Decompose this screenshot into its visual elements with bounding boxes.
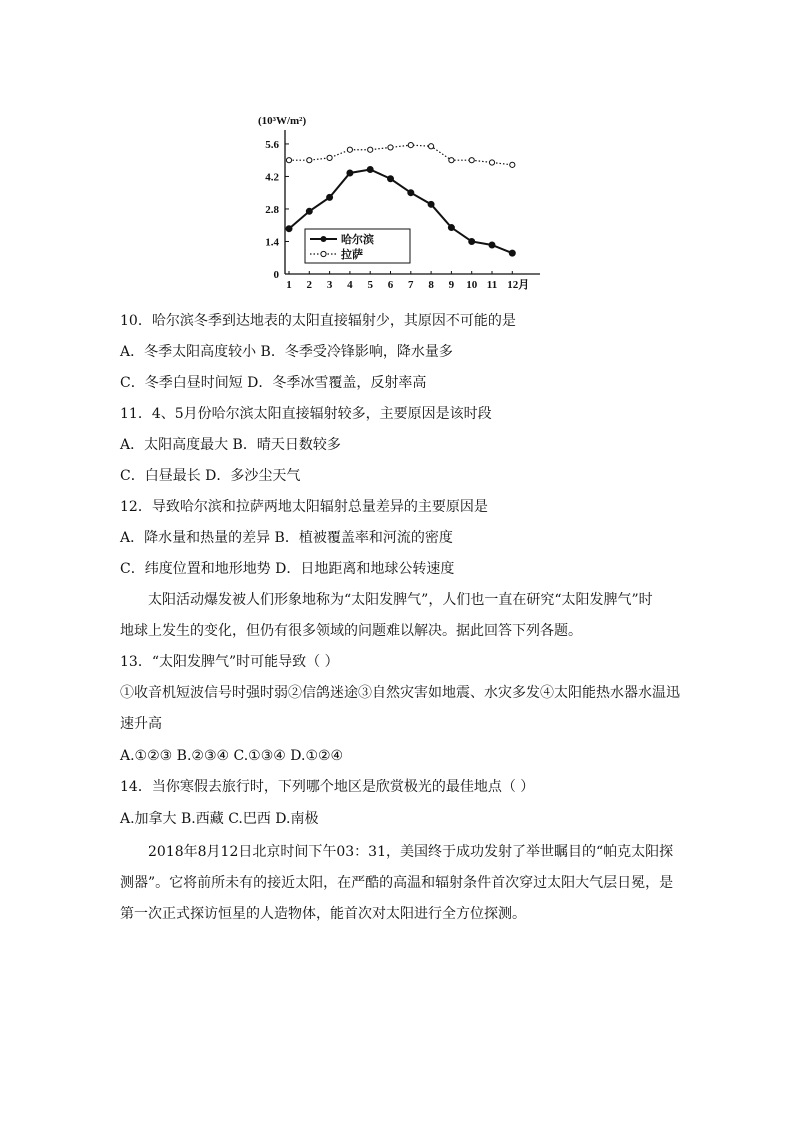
x-tick-label: 6 [387, 279, 394, 291]
question-14-options: A.加拿大 B.西藏 C.巴西 D.南极 [120, 811, 319, 827]
data-point-lhasa [449, 158, 454, 163]
data-point-lhasa [408, 142, 413, 147]
data-point-harbin [428, 201, 434, 207]
question-12-stem: 12．导致哈尔滨和拉萨两地太阳辐射总量差异的主要原因是 [120, 499, 488, 515]
data-point-harbin [408, 190, 414, 196]
data-point-harbin [509, 250, 515, 256]
x-tick-label: 3 [326, 279, 333, 291]
x-tick-label: 1 [286, 279, 292, 291]
x-tick-label: 9 [448, 279, 455, 291]
data-point-harbin [469, 238, 475, 244]
y-tick-label: 4.2 [265, 171, 279, 184]
data-point-harbin [327, 194, 333, 200]
question-12-options-cd: C．纬度位置和地形地势 D．日地距离和地球公转速度 [120, 561, 455, 577]
data-point-harbin [367, 166, 373, 172]
data-point-lhasa [368, 147, 373, 152]
x-tick-label: 7 [408, 279, 414, 291]
intro-1-line-2: 地球上发生的变化，但仍有很多领域的问题难以解决。据此回答下列各题。 [120, 623, 582, 639]
legend-label-lhasa: 拉萨 [341, 249, 363, 261]
question-10-options-ab: A．冬季太阳高度较小 B．冬季受冷锋影响，降水量多 [120, 344, 453, 360]
data-point-lhasa [327, 155, 332, 160]
data-point-lhasa [347, 147, 352, 152]
intro-2-line-1: 2018年8月12日北京时间下午03：31，美国终于成功发射了举世瞩目的“帕克太阳探 [148, 844, 674, 860]
y-tick-label: 0 [273, 269, 279, 281]
y-tick-label: 5.6 [265, 138, 279, 151]
data-point-harbin [286, 226, 292, 232]
x-tick-label: 4 [347, 279, 353, 291]
x-tick-label: 8 [428, 279, 434, 291]
question-11-options-ab: A．太阳高度最大 B．晴天日数较多 [120, 437, 341, 453]
question-11-options-cd: C．白昼最长 D．多沙尘天气 [120, 468, 301, 484]
x-tick-label: 2 [306, 279, 313, 291]
data-point-lhasa [286, 158, 291, 163]
data-point-harbin [306, 208, 312, 214]
x-tick-label: 5 [367, 279, 373, 291]
data-point-harbin [489, 242, 495, 248]
x-tick-label: 12月 [507, 279, 530, 291]
data-point-lhasa [469, 158, 474, 163]
data-point-harbin [448, 225, 454, 231]
intro-1-line-1: 太阳活动爆发被人们形象地称为“太阳发脾气”，人们也一直在研究“太阳发脾气”时 [148, 592, 653, 608]
legend-label-harbin: 哈尔滨 [341, 234, 374, 246]
chart-legend [305, 229, 410, 263]
data-point-harbin [347, 170, 353, 176]
legend-marker-harbin [321, 236, 327, 242]
x-tick-label: 10 [466, 279, 478, 291]
y-tick-label: 1.4 [265, 236, 279, 249]
intro-2-line-2: 测器”。它将前所未有的接近太阳，在严酷的高温和辐射条件首次穿过太阳大气层日冕，是 [120, 875, 674, 891]
data-point-harbin [388, 176, 394, 182]
solar-radiation-chart [255, 108, 545, 293]
series-line-lhasa [289, 145, 512, 165]
legend-marker-lhasa [321, 251, 326, 256]
question-10-stem: 10．哈尔滨冬季到达地表的太阳直接辐射少，其原因不可能的是 [120, 313, 516, 329]
question-12-options-ab: A．降水量和热量的差异 B．植被覆盖率和河流的密度 [120, 530, 453, 546]
y-unit-label: (10³W/m²) [258, 115, 307, 127]
data-point-lhasa [388, 145, 393, 150]
question-13-stem: 13．“太阳发脾气”时可能导致（ ） [120, 654, 339, 670]
question-13-options: A.①②③ B.②③④ C.①③④ D.①②④ [120, 748, 344, 764]
data-point-lhasa [510, 162, 515, 167]
data-point-lhasa [307, 158, 312, 163]
question-13-items-line-1: ①收音机短波信号时强时弱②信鸽迷途③自然灾害如地震、水灾多发④太阳能热水器水温迅 [120, 685, 680, 701]
y-tick-label: 2.8 [265, 203, 279, 216]
question-11-stem: 11．4、5月份哈尔滨太阳直接辐射较多，主要原因是该时段 [120, 406, 492, 422]
question-14-stem: 14．当你寒假去旅行时，下列哪个地区是欣赏极光的最佳地点（ ） [120, 779, 535, 795]
question-10-options-cd: C．冬季白昼时间短 D．冬季冰雪覆盖，反射率高 [120, 375, 427, 391]
data-point-lhasa [429, 144, 434, 149]
data-point-lhasa [489, 160, 494, 165]
question-13-items-line-2: 速升高 [120, 716, 162, 732]
intro-2-line-3: 第一次正式探访恒星的人造物体，能首次对太阳进行全方位探测。 [120, 906, 526, 922]
x-tick-label: 11 [486, 279, 498, 291]
